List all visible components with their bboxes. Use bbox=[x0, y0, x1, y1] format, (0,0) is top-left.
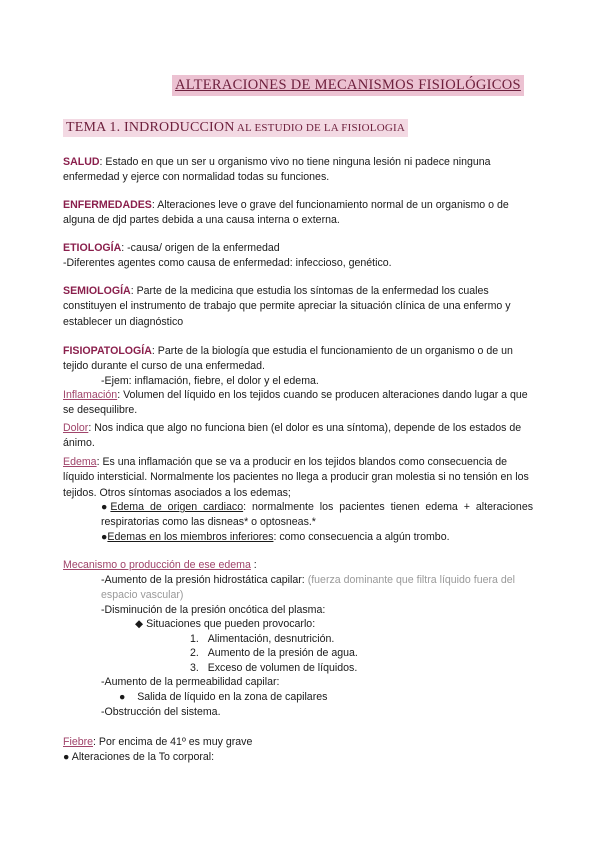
inflamacion-definition bbox=[63, 388, 533, 419]
mecanismo-item1-text: -Aumento de la presión hidrostática capilar: bbox=[101, 574, 308, 586]
fisiopatologia-text: : Parte de la biología que estudia el funcionamiento de un organismo o de un tejido durante el curso de una enfermedad. bbox=[63, 345, 513, 373]
page-title: ALTERACIONES DE MECANISMOS FISIOLÓGICOS bbox=[172, 75, 524, 96]
fiebre-text: : Por encima de 41º es muy grave bbox=[93, 736, 253, 748]
sub-number: 1. bbox=[190, 633, 199, 645]
mecanismo-item1-note: (fuerza dominante que filtra líquido fuera del espacio vascular) bbox=[101, 574, 515, 602]
etiologia-text: : -causa/ origen de la enfermedad bbox=[121, 242, 280, 254]
etiologia-line2: -Diferentes agentes como causa de enfermedad: infeccioso, genético. bbox=[63, 257, 392, 270]
sub-number: 2. bbox=[190, 647, 199, 659]
diamond-bullet-icon: ◆ bbox=[135, 618, 144, 630]
mecanismo-heading-suffix: : bbox=[250, 559, 257, 571]
fiebre-definition bbox=[63, 735, 533, 750]
sub-text: Aumento de la presión de agua. bbox=[207, 647, 358, 659]
situaciones-text: Situaciones que pueden provocarlo: bbox=[146, 618, 316, 630]
enfermedades-term: ENFERMEDADES bbox=[63, 199, 152, 211]
mecanismo-heading bbox=[63, 558, 533, 573]
edema-bullet-miembros bbox=[101, 530, 450, 545]
situaciones-line bbox=[135, 617, 315, 632]
mecanismo-heading-text: Mecanismo o producción de ese edema bbox=[63, 559, 251, 571]
permeabilidad-text: Salida de líquido en la zona de capilares bbox=[137, 691, 328, 703]
mecanismo-item-4: -Obstrucción del sistema. bbox=[101, 706, 221, 718]
mecanismo-item-2: -Disminución de la presión oncótica del plasma: bbox=[101, 604, 326, 616]
etiologia-term: ETIOLOGÍA bbox=[63, 242, 122, 254]
bullet-icon: ● bbox=[101, 531, 108, 543]
edema-bullet2-term: Edemas en los miembros inferiores bbox=[107, 531, 274, 543]
fiebre-line2 bbox=[63, 750, 533, 765]
salud-text: : Estado en que un ser u organismo vivo no tiene ninguna lesión ni padece ninguna enfermedad y ejerce con normalidad todas su funciones. bbox=[63, 156, 491, 184]
fisiopatologia-example: -Ejem: inflamación, fiebre, el dolor y el edema. bbox=[101, 375, 319, 387]
edema-bullet-cardiaco bbox=[101, 500, 533, 531]
enfermedades-text: : Alteraciones leve o grave del funcionamiento normal de un organismo o de alguna de djd partes debida a una causa interna o externa. bbox=[63, 199, 509, 227]
edema-bullet2-text: : como consecuencia a algún trombo. bbox=[273, 531, 450, 543]
inflamacion-term: Inflamación bbox=[63, 389, 118, 401]
subtitle-rest: AL ESTUDIO DE LA FISIOLOGIA bbox=[234, 122, 405, 134]
fiebre-line2-text: Alteraciones de la To corporal: bbox=[71, 751, 215, 763]
sub-item-2 bbox=[190, 646, 358, 661]
semiologia-text: : Parte de la medicina que estudia los síntomas de la enfermedad los cuales constituyen el instrumento de trabajo que permite apreciar la situación clínica de una enfermo y establecer un diagnóstico bbox=[63, 285, 511, 328]
fisiopatologia-term: FISIOPATOLOGÍA bbox=[63, 345, 152, 357]
section-subtitle bbox=[63, 119, 408, 137]
inflamacion-text: : Volumen del líquido en los tejidos cuando se producen alteraciones dando lugar a que se desequilibre. bbox=[63, 389, 528, 417]
semiologia-definition bbox=[63, 284, 533, 330]
sub-text: Alimentación, desnutrición. bbox=[207, 633, 335, 645]
semiologia-term: SEMIOLOGÍA bbox=[63, 285, 131, 297]
fisiopatologia-definition bbox=[63, 344, 533, 375]
bullet-icon: ● bbox=[101, 501, 111, 513]
subtitle-main: TEMA 1. INDRODUCCION bbox=[66, 120, 235, 135]
salud-term: SALUD bbox=[63, 156, 100, 168]
edema-bullet1-text: : normalmente los pacientes tienen edema + alteraciones respiratorias como las disneas* o optosneas.* bbox=[101, 501, 534, 529]
sub-number: 3. bbox=[190, 662, 199, 674]
fiebre-term: Fiebre bbox=[63, 736, 94, 748]
bullet-icon: ● bbox=[63, 751, 70, 763]
sub-item-3 bbox=[190, 661, 357, 676]
dolor-text: : Nos indica que algo no funciona bien (el dolor es una síntoma), depende de los estados de ánimo. bbox=[63, 422, 522, 450]
edema-definition bbox=[63, 455, 533, 501]
dolor-definition bbox=[63, 421, 533, 452]
sub-item-1 bbox=[190, 632, 334, 647]
enfermedades-definition bbox=[63, 198, 533, 229]
bullet-icon: ● bbox=[119, 691, 126, 703]
edema-bullet1-term: Edema de origen cardiaco bbox=[110, 501, 244, 513]
edema-text: : Es una inflamación que se va a producir en los tejidos blandos como consecuencia de líquido intersticial. Normalmente los pacientes no llega a producir gran molestia si no tensión en los tejidos. Otros síntomas asociados a los edemas; bbox=[63, 456, 529, 499]
mecanismo-item-1 bbox=[101, 573, 533, 604]
salud-definition bbox=[63, 155, 533, 186]
mecanismo-item-3: -Aumento de la permeabilidad capilar: bbox=[101, 676, 280, 688]
etiologia-definition bbox=[63, 241, 533, 272]
edema-term: Edema bbox=[63, 456, 97, 468]
sub-text: Exceso de volumen de líquidos. bbox=[207, 662, 358, 674]
permeabilidad-bullet bbox=[119, 690, 327, 705]
dolor-term: Dolor bbox=[63, 422, 89, 434]
